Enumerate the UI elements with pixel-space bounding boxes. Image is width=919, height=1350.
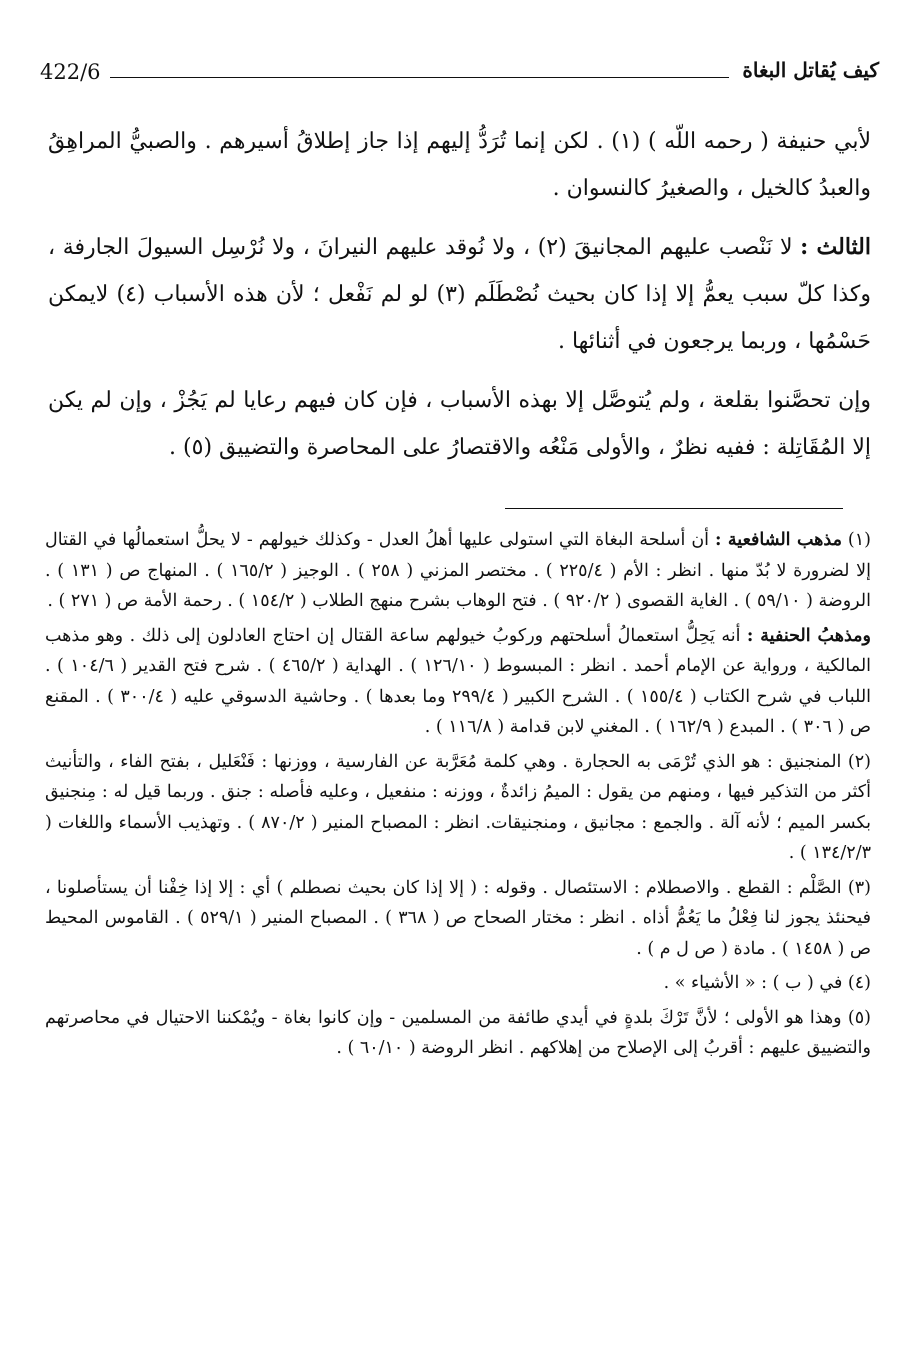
footnote-separator (505, 508, 843, 509)
main-text (48, 118, 871, 483)
paragraph-2-body: لا نَنْصب عليهم المجانيقَ (٢) ، ولا نُوقد عليهم النيرانَ ، ولا نُرْسِل السيولَ الجارفة ، وكذا كلّ سبب يعمُّ إلا إذا كان بحيث نُصْطَلَم (٣) لو لم نَفْعل ؛ لأن هذه الأسباب (٤) لايمكن حَسْمُها ، وربما يرجعون في أثنائها . (48, 235, 871, 354)
paragraph-2 (48, 224, 871, 365)
footnote-1b-lead: ومذهبُ الحنفية : (746, 625, 871, 646)
footnote-1-lead: مذهب الشافعية : (714, 530, 842, 550)
footnote-3: (٣) الصَّلْم : القطع . والاصطلام : الاستئصال . وقوله : ( إلا إذا كان بحيث نصطلم ) أي : إلا إذا خِفْنا أن يستأصلونا ، فيحنئذ يجوز لنا فِعْلُ ما يَعُمُّ أذاه . انظر : مختار الصحاح ص ( ٣٦٨ ) . المصباح المنير ( ٥٢٩/١ ) . القاموس المحيط ص ( ١٤٥٨ ) . مادة ( ص ل م ) . (45, 877, 871, 959)
footnote-1 (45, 525, 871, 617)
footnotes (45, 525, 871, 1068)
footnote-1b-body: أنه يَحِلُّ استعمالُ أسلحتهم وركوبُ خيولهم ساعة القتال إن احتاج العادلون إلى ذلك . وهو مذهب المالكية ، ورواية عن الإمام أحمد . انظر : المبسوط ( ١٢٦/١٠ ) . الهداية ( ٤٦٥/٢ ) . شرح فتح القدير ( ١٠٤/٦ ) . اللباب في شرح الكتاب ( ١٥٥/٤ ) . الشرح الكبير ( ٢٩٩/٤ وما بعدها ) . وحاشية الدسوقي عليه ( ٣٠٠/٤ ) . المقنع ص ( ٣٠٦ ) . المبدع ( ١٦٢/٩ ) . المغني لابن قدامة ( ١١٦/٨ ) . (45, 625, 872, 737)
footnote-1-number: (١) (847, 530, 871, 550)
footnote-2: (٢) المنجنيق : هو الذي تُرْمَى به الحجارة . وهي كلمة مُعَرَّبة عن الفارسية ، ووزنها : فَنْعَليل ، بفتح الفاء ، والتأنيث أكثر من التذكير فيها ، ومنهم من يقول : الميمُ زائدةٌ ، ووزنه : منفعيل ، وعليه فأصله : جنق . وربما قيل له : مِنجنيق بكسر الميم ؛ لأنه آلة . والجمع : مجانيق ، ومنجنيقات. انظر : المصباح المنير ( ٨٧٠/٢ ) . وتهذيب الأسماء واللغات ( ١٣٤/٢/٣ ) . (45, 751, 871, 863)
footnote-1b (45, 621, 871, 743)
page-header (30, 58, 879, 94)
paragraph-2-lead: الثالث : (800, 234, 872, 260)
running-title: كيف يُقاتل البغاة (734, 58, 879, 82)
header-rule (110, 77, 729, 78)
footnote-5: (٥) وهذا هو الأولى ؛ لأنَّ تَرْكَ بلدةٍ في أيدي طائفة من المسلمين - وإن كانوا بغاة - ويُمْكننا الاحتيال في محاصرتهم والتضييق عليهم : أقربُ إلى الإصلاح من إهلاكهم . انظر الروضة ( ٦٠/١٠ ) . (45, 1007, 871, 1058)
footnote-1-body: أن أسلحة البغاة التي استولى عليها أهلُ العدل - وكذلك خيولهم - لا يحلُّ استعمالُها في القتال إلا لضرورة لا بُدّ منها . انظر : الأم ( ٢٢٥/٤ ) . مختصر المزني ( ٢٥٨ ) . الوجيز ( ١٦٥/٢ ) . المنهاج ص ( ١٣١ ) . الروضة ( ٥٩/١٠ ) . الغاية القصوى ( ٩٢٠/٢ ) . فتح الوهاب بشرح منهج الطلاب ( ١٥٤/٢ ) . رحمة الأمة ص ( ٢٧١ ) . (45, 530, 871, 611)
paragraph-3: وإن تحصَّنوا بقلعة ، ولم يُتوصَّل إلا بهذه الأسباب ، فإن كان فيهم رعايا لم يَجُزْ ، وإن لم يكن إلا المُقَاتِلة : ففيه نظرٌ ، والأولى مَنْعُه والاقتصارُ على المحاصرة والتضييق (٥) . (48, 388, 871, 460)
footnote-4: (٤) في ( ب ) : « الأشياء » . (663, 973, 871, 993)
page-number: 422/6 (40, 60, 109, 84)
paragraph-1: لأبي حنيفة ( رحمه اللّه ) (١) . لكن إنما تُرَدُّ إليهم إذا جاز إطلاقُ أسيرهم . والصبيُّ المراهِقُ والعبدُ كالخيل ، والصغيرُ كالنسوان . (48, 129, 871, 201)
